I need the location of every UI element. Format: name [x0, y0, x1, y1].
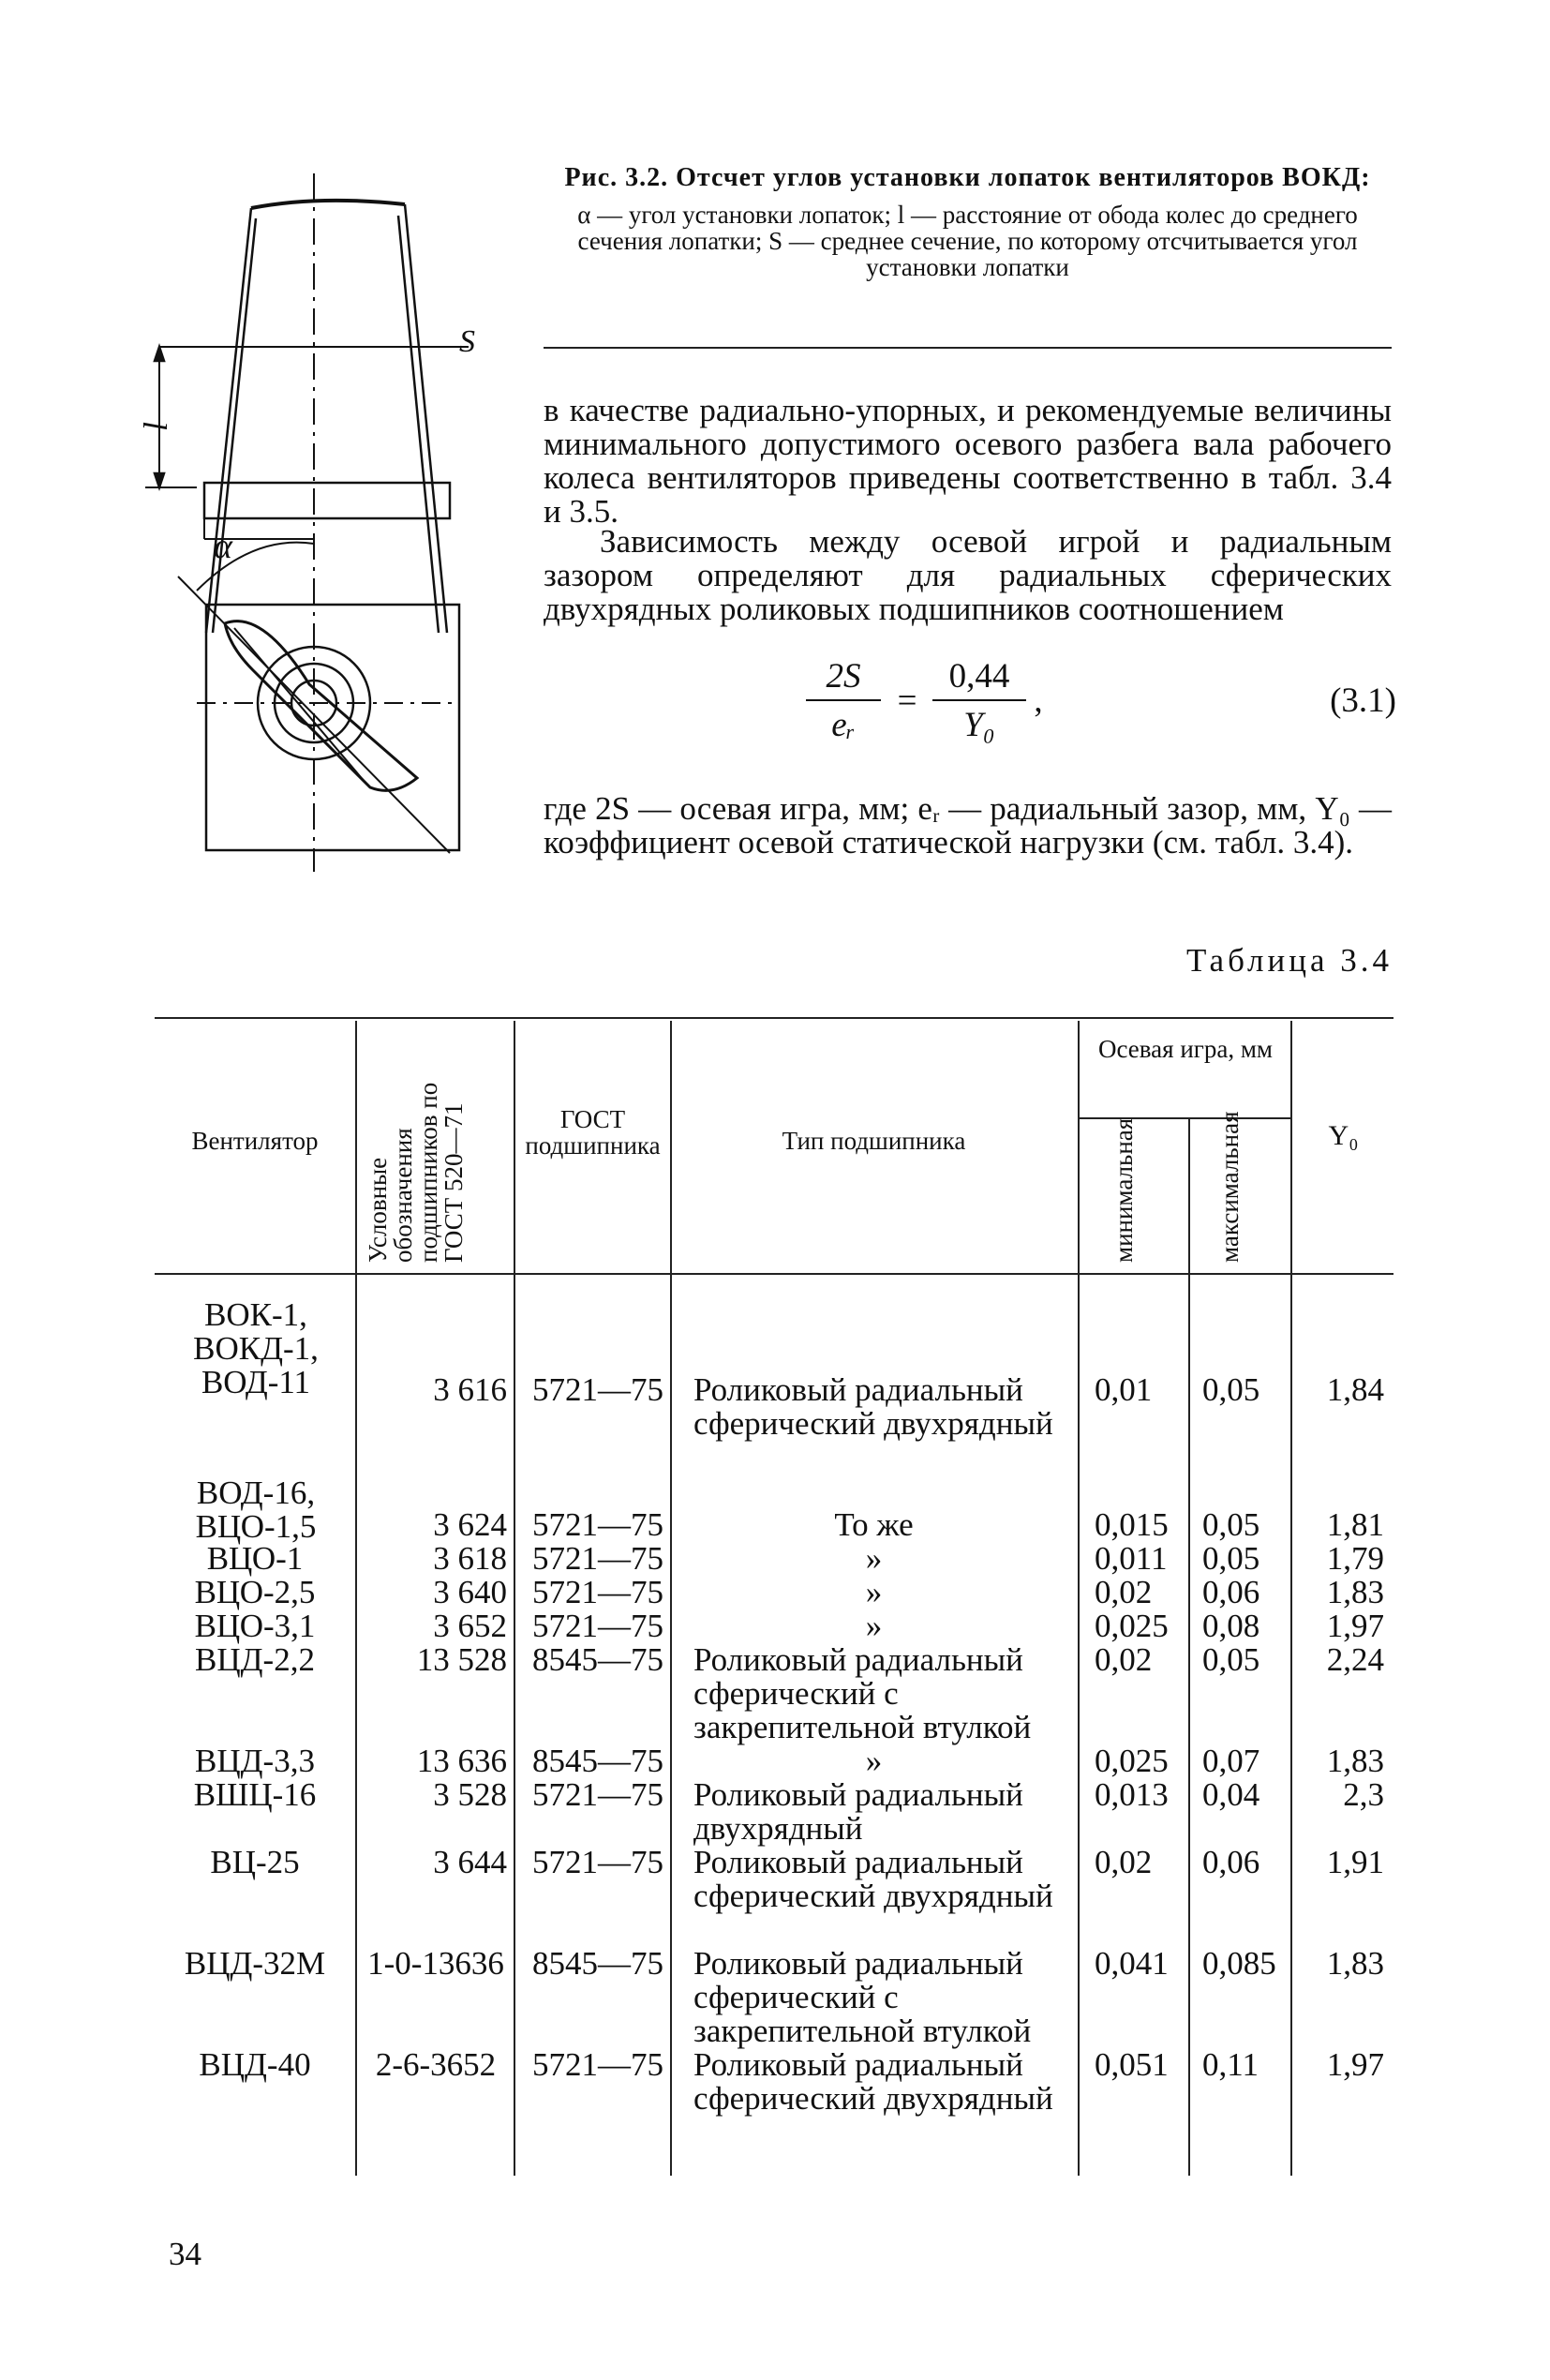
row-9-fan: ВЦ-25 [210, 1844, 300, 1880]
formula-comma: , [1034, 681, 1043, 720]
row-9-max: 0,06 [1202, 1844, 1260, 1880]
row-1-type: Роликовый радиальный сферический двухрядный [693, 1371, 1053, 1442]
row-2-y0: 1,81 [1326, 1506, 1384, 1543]
row-10-gost: 8545—75 [532, 1945, 663, 1982]
row-4-y0: 1,83 [1326, 1574, 1384, 1610]
row-6-max: 0,05 [1202, 1641, 1260, 1678]
row-8-y0: 2,3 [1343, 1776, 1384, 1813]
row-7-gost: 8545—75 [532, 1743, 663, 1779]
row-6-y0: 2,24 [1326, 1641, 1384, 1678]
row-6-gost: 8545—75 [532, 1641, 663, 1678]
row-11-max: 0,11 [1202, 2046, 1259, 2083]
header-fan: Вентилятор [191, 1127, 319, 1155]
row-11-code: 2-6-3652 [375, 2046, 497, 2083]
formula-den-left: eᵣ [831, 706, 856, 744]
label-s: S [459, 324, 475, 359]
row-5-code: 3 652 [433, 1608, 507, 1644]
caption-divider [544, 347, 1392, 349]
header-gost: ГОСТ подшипника [525, 1105, 661, 1160]
label-l: l [141, 421, 174, 431]
row-5-gost: 5721—75 [532, 1608, 663, 1644]
caption-head: Рис. 3.2. Отсчет углов установки лопаток вентиляторов ВОКД: [564, 163, 1371, 192]
row-2-min: 0,015 [1095, 1506, 1169, 1543]
row-2-gost: 5721—75 [532, 1506, 663, 1543]
row-2-fan: ВОД-16, ВЦО-1,5 [195, 1474, 317, 1545]
formula-bar-right [932, 699, 1026, 701]
paragraph-1: в качестве радиально-упорных, и рекомендуемые величины минимального допустимого осевого разбега вала рабочего колеса вентиляторов приведены соответственно в табл. 3.4 и 3.5. [544, 392, 1392, 530]
row-1-y0: 1,84 [1326, 1371, 1384, 1408]
row-7-min: 0,025 [1095, 1743, 1169, 1779]
row-3-type: » [865, 1540, 883, 1577]
formula-equals: = [897, 681, 917, 720]
table-header-rule [155, 1273, 1394, 1275]
row-5-y0: 1,97 [1326, 1608, 1384, 1644]
row-7-type: » [865, 1743, 883, 1779]
row-8-max: 0,04 [1202, 1776, 1260, 1813]
row-3-min: 0,011 [1095, 1540, 1168, 1577]
row-10-fan: ВЦД-32М [184, 1945, 326, 1982]
row-10-type: Роликовый радиальный сферический с закрепительной втулкой [693, 1945, 1032, 2049]
row-10-code: 1-0-13636 [367, 1945, 504, 1982]
row-11-type: Роликовый радиальный сферический двухрядный [693, 2046, 1053, 2117]
row-8-code: 3 528 [433, 1776, 507, 1813]
row-1-fan: ВОК-1, ВОКД-1, ВОД-11 [193, 1296, 319, 1400]
header-code: Условные обозначения подшипников по ГОСТ 520—71 [364, 1082, 468, 1263]
row-4-type: » [865, 1574, 883, 1610]
bearing-table [155, 1017, 1394, 2179]
row-6-type: Роликовый радиальный сферический с закрепительной втулкой [693, 1641, 1032, 1745]
paragraph-3: где 2S — осевая игра, мм; eᵣ — радиальный зазор, мм, Y₀ — коэффициент осевой статической нагрузки (см. табл. 3.4). [544, 790, 1392, 861]
row-1-min: 0,01 [1095, 1371, 1153, 1408]
table-top-rule [155, 1017, 1394, 1019]
row-6-code: 13 528 [416, 1641, 507, 1678]
row-3-code: 3 618 [433, 1540, 507, 1577]
row-8-type: Роликовый радиальный двухрядный [693, 1776, 1023, 1847]
row-11-fan: ВЦД-40 [199, 2046, 311, 2083]
row-1-gost: 5721—75 [532, 1371, 663, 1408]
col-divider-4 [1078, 1021, 1080, 2176]
header-type: Тип подшипника [782, 1127, 966, 1155]
row-5-min: 0,025 [1095, 1608, 1169, 1644]
formula-bar-left [806, 699, 881, 701]
row-9-min: 0,02 [1095, 1844, 1153, 1880]
label-alpha: α [214, 527, 232, 566]
row-2-max: 0,05 [1202, 1506, 1260, 1543]
row-3-gost: 5721—75 [532, 1540, 663, 1577]
row-6-min: 0,02 [1095, 1641, 1153, 1678]
row-5-max: 0,08 [1202, 1608, 1260, 1644]
row-8-gost: 5721—75 [532, 1776, 663, 1813]
row-4-fan: ВЦО-2,5 [194, 1574, 316, 1610]
row-1-max: 0,05 [1202, 1371, 1260, 1408]
row-3-fan: ВЦО-1 [206, 1540, 304, 1577]
row-10-min: 0,041 [1095, 1945, 1169, 1982]
row-4-code: 3 640 [433, 1574, 507, 1610]
header-min: минимальная [1110, 1117, 1138, 1263]
col-divider-2 [514, 1021, 515, 2176]
row-5-type: » [865, 1608, 883, 1644]
blade-angle-figure [141, 159, 515, 872]
formula-den-right: Y₀ [963, 706, 995, 744]
row-3-max: 0,05 [1202, 1540, 1260, 1577]
table-title: Таблица 3.4 [1186, 942, 1393, 979]
row-7-max: 0,07 [1202, 1743, 1260, 1779]
row-3-y0: 1,79 [1326, 1540, 1384, 1577]
row-7-fan: ВЦД-3,3 [195, 1743, 315, 1779]
header-max: максимальная [1215, 1111, 1244, 1263]
row-2-code: 3 624 [433, 1506, 507, 1543]
blade-drawing [141, 159, 515, 872]
row-10-y0: 1,83 [1326, 1945, 1384, 1982]
page-number: 34 [169, 2236, 201, 2272]
row-4-gost: 5721—75 [532, 1574, 663, 1610]
row-10-max: 0,085 [1202, 1945, 1276, 1982]
row-11-gost: 5721—75 [532, 2046, 663, 2083]
row-4-max: 0,06 [1202, 1574, 1260, 1610]
row-1-code: 3 616 [433, 1371, 507, 1408]
formula-number: (3.1) [1330, 681, 1396, 720]
row-9-gost: 5721—75 [532, 1844, 663, 1880]
row-11-y0: 1,97 [1326, 2046, 1384, 2083]
row-9-code: 3 644 [433, 1844, 507, 1880]
row-8-min: 0,013 [1095, 1776, 1169, 1813]
header-y0: Y₀ [1328, 1120, 1359, 1151]
row-9-y0: 1,91 [1326, 1844, 1384, 1880]
header-play: Осевая игра, мм [1097, 1035, 1274, 1063]
row-9-type: Роликовый радиальный сферический двухрядный [693, 1844, 1053, 1914]
row-5-fan: ВЦО-3,1 [194, 1608, 316, 1644]
row-2-type: То же [834, 1506, 914, 1543]
formula-num-left: 2S [826, 657, 861, 696]
row-7-y0: 1,83 [1326, 1743, 1384, 1779]
formula-3-1 [797, 656, 1396, 759]
row-8-fan: ВШЦ-16 [193, 1776, 317, 1813]
caption-description: α — угол установки лопаток; l — расстояние от обода колес до среднего сечения лопатки; S — среднее сечение, по которому отсчитывается угол установки лопатки [577, 201, 1358, 281]
figure-caption [544, 164, 1392, 280]
row-7-code: 13 636 [416, 1743, 507, 1779]
row-6-fan: ВЦД-2,2 [195, 1641, 315, 1678]
row-4-min: 0,02 [1095, 1574, 1153, 1610]
formula-num-right: 0,44 [948, 657, 1010, 696]
row-11-min: 0,051 [1095, 2046, 1169, 2083]
paragraph-2: Зависимость между осевой игрой и радиальным зазором определяют для радиальных сферических двухрядных роликовых подшипников соотношением [544, 523, 1392, 627]
